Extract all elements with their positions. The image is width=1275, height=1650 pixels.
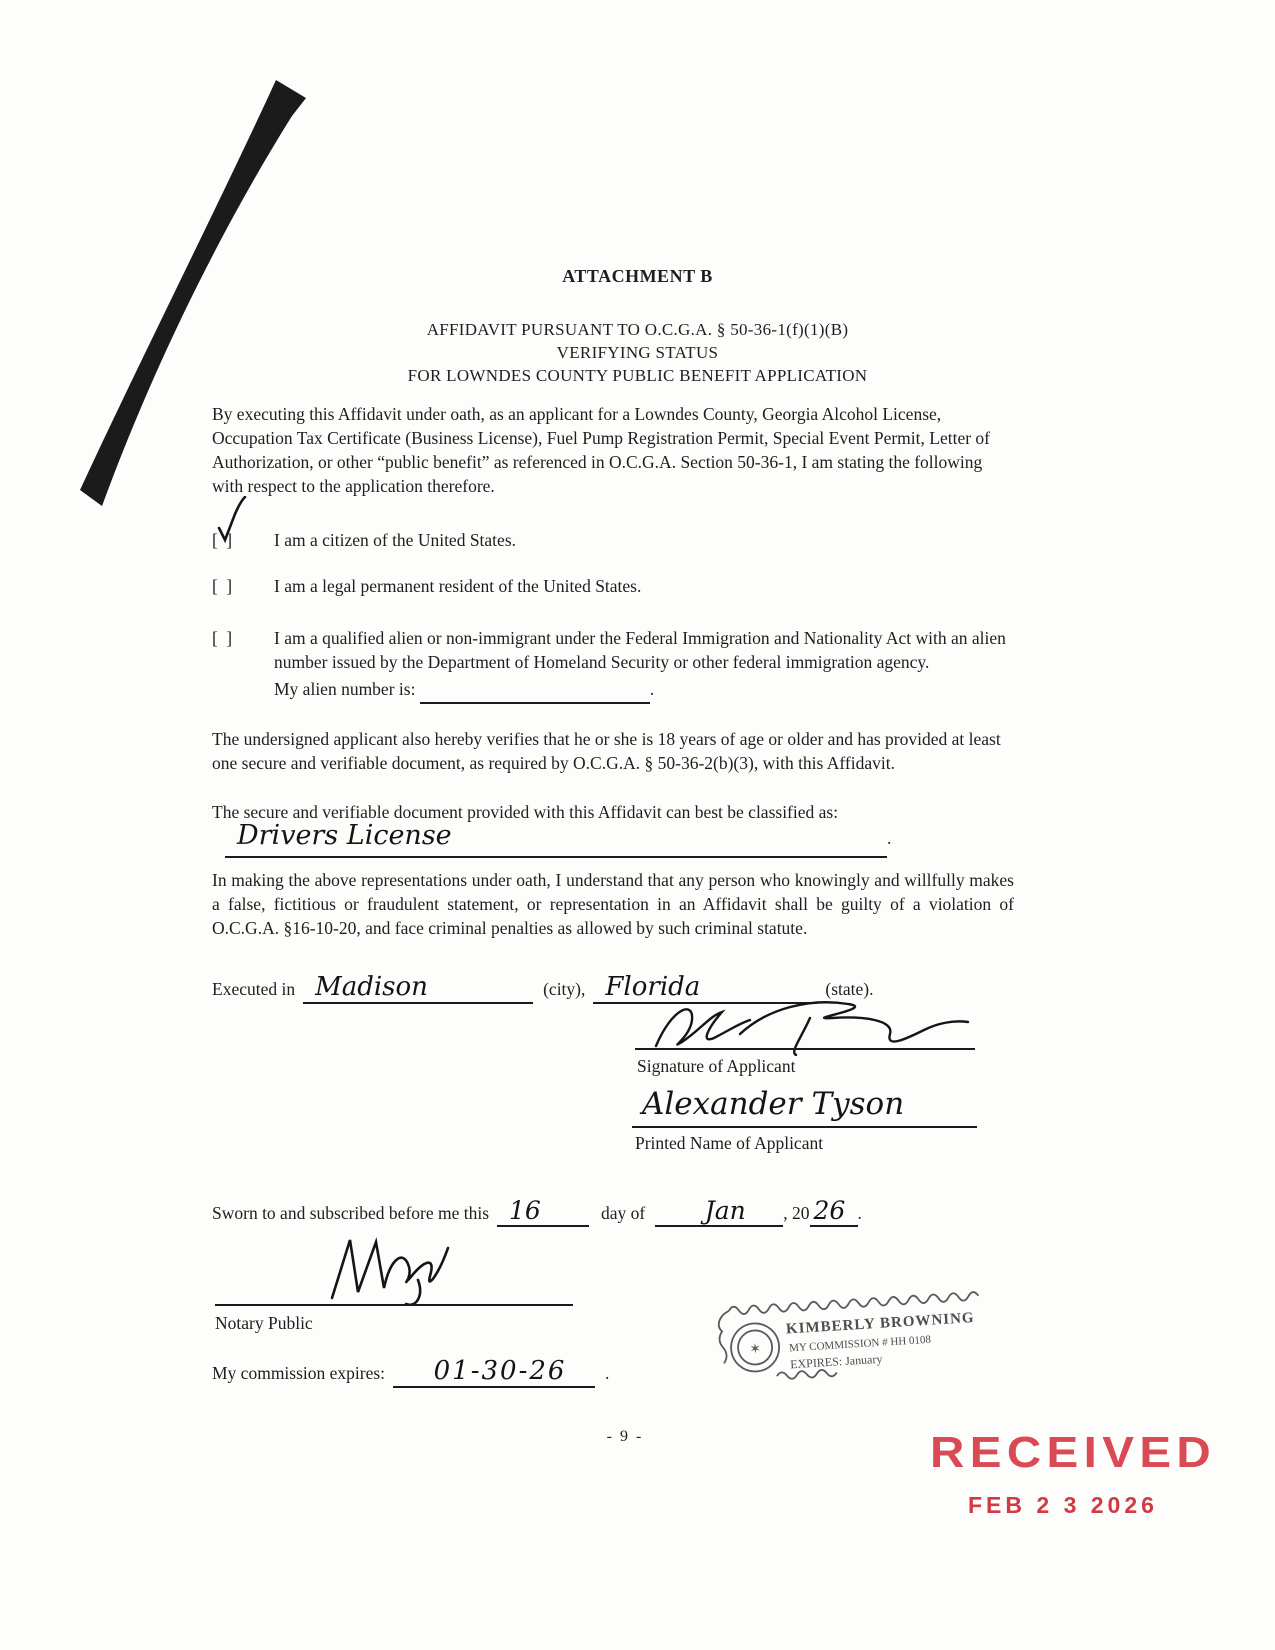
commission-row [212,1356,609,1388]
handwritten-checkmark-icon [213,496,247,548]
checkbox-permanent-resident: [ ] [212,576,235,596]
printed-name-line [632,1126,977,1128]
option-permanent-resident-label: I am a legal permanent resident of the United States. [274,576,642,596]
received-stamp: RECEIVED [930,1428,1217,1477]
state-field: Florida [593,972,817,1004]
title-line-statute: AFFIDAVIT PURSUANT TO O.C.G.A. § 50-36-1(f)(1)(B) [426,320,849,339]
sworn-middle: day of [601,1203,646,1223]
stamp-notary-name: KIMBERLY BROWNING [785,1310,976,1338]
alien-number-field [420,677,650,704]
alien-number-row [274,677,1014,704]
oath-paragraph: In making the above representations under oath, I understand that any person who knowingly and willfully makes a false, fictitious or fraudulent statement, or representation in an Affidavit shall be guilty of a violation of O.C.G.A. §16-10-20, and face criminal penalties as allowed by such criminal statute. [212,870,1014,938]
checkbox-qualified-alien: [ ] [212,628,235,648]
sworn-row [212,1196,862,1227]
option-permanent-resident [212,574,1018,598]
document-class-value: Drivers License [237,820,452,851]
title-line-verifying: VERIFYING STATUS [556,343,719,362]
page-number: - 9 - [606,1428,644,1445]
notary-public-label: Notary Public [215,1313,313,1333]
city-field: Madison [303,972,533,1004]
signature-line [635,1048,975,1050]
signature-label: Signature of Applicant [637,1056,796,1076]
document-class-period: . [887,828,892,848]
checkbox-citizen: [ ] [212,530,235,550]
notary-signature-icon [318,1232,463,1310]
commission-field: 01-30-26 [393,1356,595,1388]
applicant-signature-icon [642,996,977,1056]
notary-stamp [712,1281,989,1387]
alien-number-period: . [649,679,655,699]
printed-name-label: Printed Name of Applicant [635,1133,824,1153]
option-citizen-label: I am a citizen of the United States. [274,530,517,550]
option-qualified-alien-text: I am a qualified alien or non-immigrant under the Federal Immigration and Nationality Act with an alien number issued by the Department of Homeland Security or other federal immigration agency. [274,628,1006,672]
printed-name-value: Alexander Tyson [642,1086,905,1122]
option-qualified-alien-label [274,626,1014,704]
executed-in-label: Executed in [212,979,296,999]
intro-paragraph: By executing this Affidavit under oath, as an applicant for a Lowndes County, Georgia Alcohol License, Occupation Tax Certificate (Business License), Fuel Pump Registration Permit, Special Event Permit, Letter of Authorization, or other “public benefit” as referenced in O.C.G.A. Section 50-36-1, I am stating the following with respect to the application therefore. [212,404,990,496]
alien-number-label: My alien number is: [274,679,416,699]
notary-signature-line [215,1304,573,1306]
state-label: (state). [825,979,874,999]
commission-suffix: . [605,1363,610,1383]
sworn-prefix: Sworn to and subscribed before me this [212,1203,490,1223]
stamp-commission-number: MY COMMISSION # HH 0108 [788,1333,932,1355]
notary-seal-icon: ✶ [748,1342,762,1358]
sworn-day-field: 16 [497,1196,589,1227]
commission-label: My commission expires: [212,1363,386,1383]
sworn-year-field: 26 [810,1196,858,1227]
sworn-year-prefix: , 20 [783,1203,810,1223]
sworn-month-field: Jan [655,1196,783,1227]
received-date-stamp: FEB 2 3 2026 [968,1492,1158,1518]
title-line-county: FOR LOWNDES COUNTY PUBLIC BENEFIT APPLICATION [407,366,868,385]
stamp-expires: EXPIRES: January [789,1351,883,1372]
document-class-row [225,820,915,858]
option-citizen [212,528,1018,552]
attachment-title: ATTACHMENT B [562,266,713,286]
city-label: (city), [543,979,586,999]
option-qualified-alien [212,626,1018,704]
document-title [0,318,1275,387]
document-class-label: The secure and verifiable document provided with this Affidavit can best be classified as: [212,802,839,822]
document-class-field [225,820,887,858]
sworn-suffix: . [857,1203,862,1223]
verify-paragraph: The undersigned applicant also hereby verifies that he or she is 18 years of age or older and has provided at least one secure and verifiable document, as required by O.C.G.A. § 50-36-2(b)(3), with this Affidavit. [212,729,1001,773]
